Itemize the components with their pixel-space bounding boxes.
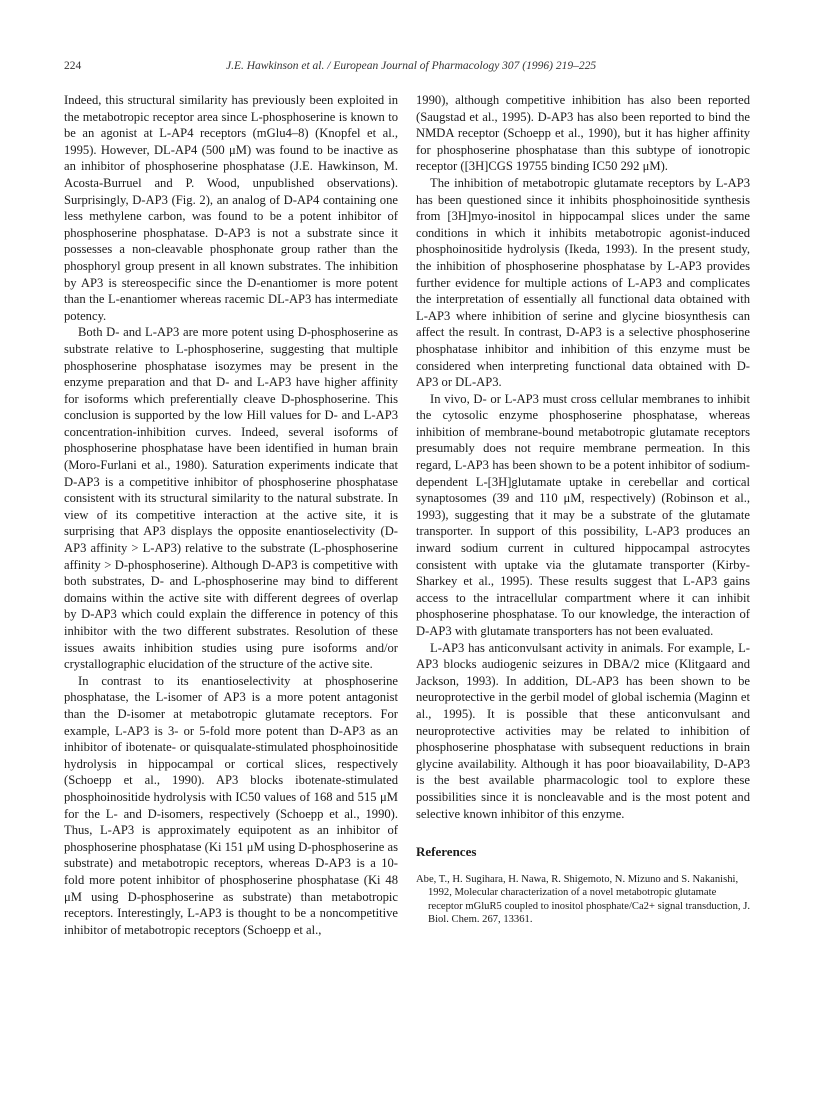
references-heading: References [416,844,477,860]
body-paragraph: L-AP3 has anticonvulsant activity in animals. For example, L-AP3 blocks audiogenic seizures in DBA/2 mice (Klitgaard and Jackson, 1993). In addition, DL-AP3 has been shown to be neuroprotective in the gerbil model of global ischemia (Maginn et al., 1995). It is possible that these anticonvulsant and neuroprotective activities may be related to inhibition of phosphoserine phosphatase with subsequent reductions in brain glycine availability. Although it has poor bioavailability, D-AP3 is the best available pharmacologic tool to explore these possibilities since it is noncleavable and is the most potent and selective known inhibitor of this enzyme. [416,640,750,821]
journal-reference: J.E. Hawkinson et al. / European Journal of Pharmacology 307 (1996) 219–225 [226,60,597,72]
right-column [416,92,750,926]
page-number: 224 [64,60,82,72]
body-paragraph: In contrast to its enantioselectivity at phosphoserine phosphatase, the L-isomer of AP3 is a more potent antagonist than the D-isomer at metabotropic glutamate receptors. For example, L-AP3 is 3- or 5-fold more potent than D-AP3 as an inhibitor of ibotenate- or quisqualate-stimulated phosphoinositide hydrolysis in hippocampal or cortical slices, respectively (Schoepp et al., 1990). AP3 blocks ibotenate-stimulated phosphoinositide hydrolysis with IC50 values of 168 and 515 μM for the L- and D-isomers, respectively (Schoepp et al., 1990). Thus, L-AP3 is approximately equipotent as an inhibitor of phosphoserine phosphatase (Ki 151 μM using D-phosphoserine as substrate) and metabotropic receptors, whereas D-AP3 is a 10-fold more potent inhibitor of phosphoserine phosphatase (Ki 48 μM using D-phosphoserine as substrate) than metabotropic receptors. Interestingly, L-AP3 is thought to be a noncompetitive inhibitor of metabotropic receptors (Schoepp et al., [64,673,398,937]
left-column [64,92,398,938]
body-paragraph: The inhibition of metabotropic glutamate receptors by L-AP3 has been questioned since it inhibits phosphoinositide synthesis from [3H]myo-inositol in hippocampal slices under the same conditions in which it inhibits metabotropic agonist-induced phosphoinositide hydrolysis (Ikeda, 1993). In the present study, the inhibition of phosphoserine phosphatase by L-AP3 provides further evidence for multiple actions of L-AP3 and complicates the interpretation of essentially all functional data obtained with L-AP3 where inhibition of serine and glycine biosynthesis can affect the result. In contrast, D-AP3 is a selective phosphoserine phosphatase inhibitor and inhibition of this enzyme must be considered when interpreting functional data obtained with D-AP3 or DL-AP3. [416,175,750,390]
body-paragraph: Indeed, this structural similarity has previously been exploited in the metabotropic receptor area since L-phosphoserine is known to be an agonist at L-AP4 receptors (mGlu4–8) (Knopfel et al., 1995). However, DL-AP4 (500 μM) was found to be inactive as an inhibitor of phosphoserine phosphatase (J.E. Hawkinson, M. Acosta-Burruel and P. Wood, unpublished observations). Surprisingly, D-AP3 (Fig. 2), an analog of D-AP4 containing one less methylene carbon, was found to be a potent inhibitor of phosphoserine phosphatase. D-AP3 is not a substrate since it possesses a non-cleavable phosphonate group rather than the phosphoryl group present in all known substrates. The inhibition by AP3 is stereospecific since the D-enantiomer is more potent than the L-enantiomer whereas racemic DL-AP3 has intermediate potency. [64,93,398,323]
running-head [64,60,764,76]
body-paragraph: In vivo, D- or L-AP3 must cross cellular membranes to inhibit the cytosolic enzyme phosphoserine phosphatase, whereas inhibition of membrane-bound metabotropic glutamate receptors presumably does not require membrane permeation. In this regard, L-AP3 has been shown to be a potent inhibitor of sodium-dependent L-[3H]glutamate uptake in cerebellar and cortical synaptosomes (39 and 110 μM, respectively) (Robinson et al., 1993), suggesting that it may be a substrate of the glutamate transporter. In support of this possibility, L-AP3 produces an inward sodium current in cultured hippocampal astrocytes consistent with uptake via the glutamate transporter (Kirby-Sharkey et al., 1995). These results suggest that L-AP3 gains access to the intracellular compartment where it can inhibit phosphoserine phosphatase. To our knowledge, the interaction of D-AP3 with glutamate transporters has not been evaluated. [416,391,750,638]
reference-entry: Abe, T., H. Sugihara, H. Nawa, R. Shigemoto, N. Mizuno and S. Nakanishi, 1992, Molecular characterization of a novel metabotropic glutamate receptor mGluR5 coupled to inositol phosphate/Ca2+ signal transduction, J. Biol. Chem. 267, 13361. [416,873,750,925]
body-paragraph: Both D- and L-AP3 are more potent using D-phosphoserine as substrate relative to L-phosphoserine, suggesting that multiple phosphoserine phosphatase isozymes may be present in the enzyme preparation and that D- and L-AP3 have higher affinity for isoforms which preferentially cleave D-phosphoserine. This conclusion is supported by the low Hill values for D- and L-AP3 concentration-inhibition curves. Indeed, several isoforms of phosphoserine phosphatase have been identified in human brain (Moro-Furlani et al., 1980). Saturation experiments indicate that D-AP3 is a competitive inhibitor of phosphoserine phosphatase consistent with its structural similarity to the natural substrate. In view of its competitive interaction at the active site, it is surprising that AP3 displays the opposite enantioselectivity (D-AP3 affinity > L-AP3) relative to the substrate (L-phosphoserine affinity > D-phosphoserine). Although D-AP3 is competitive with both substrates, D- and L-phosphoserine may bind to different domains within the active site with different degrees of overlap by D-AP3 which could explain the difference in potency of this inhibitor with the two different substrates. Resolution of these issues awaits inhibition studies using pure isoforms and/or crystallographic elucidation of the structure of the active site. [64,325,398,672]
body-paragraph: 1990), although competitive inhibition has also been reported (Saugstad et al., 1995). D-AP3 has also been reported to bind the NMDA receptor (Schoepp et al., 1990), but it has higher affinity for phosphoserine phosphatase than this subtype of ionotropic receptor ([3H]CGS 19755 binding IC50 292 μM). [416,93,750,174]
